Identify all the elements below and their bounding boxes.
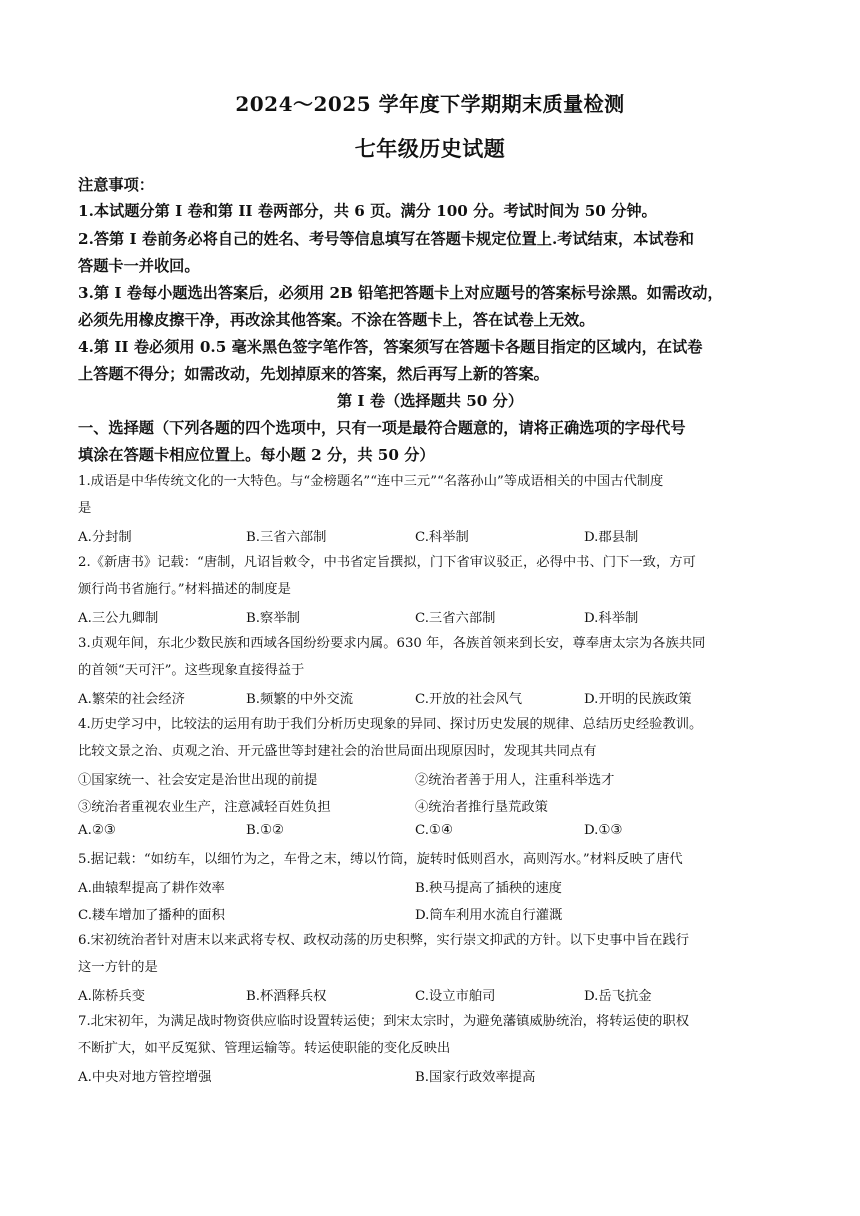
notice-line: 4.第 II 卷必须用 0.5 毫米黑色签字笔作答，答案须写在答题卡各题目指定的区域内，在试卷 bbox=[78, 338, 703, 356]
question-stem: 比较文景之治、贞观之治、开元盛世等封建社会的治世局面出现原因时，发现其共同点有 bbox=[78, 744, 597, 759]
option-c: C.①④ bbox=[415, 823, 453, 838]
option-row bbox=[78, 1066, 788, 1086]
option-b: B.察举制 bbox=[246, 611, 300, 626]
option-row bbox=[78, 904, 788, 924]
option-d: D.开明的民族政策 bbox=[584, 692, 692, 707]
option-row bbox=[78, 688, 788, 708]
option-c: C.设立市舶司 bbox=[415, 989, 496, 1004]
option-row bbox=[78, 607, 788, 627]
section-instruction: 一、选择题（下列各题的四个选项中，只有一项是最符合题意的，请将正确选项的字母代号 bbox=[78, 419, 686, 437]
option-a: A.②③ bbox=[78, 823, 116, 838]
exam-title: 2024～2025 学年度下学期期末质量检测 bbox=[235, 92, 625, 116]
option-d: D.科举制 bbox=[584, 611, 639, 626]
option-d: D.筒车利用水流自行灌溉 bbox=[415, 908, 563, 923]
option-a: A.繁荣的社会经济 bbox=[78, 692, 185, 707]
section-instruction: 填涂在答题卡相应位置上。每小题 2 分，共 50 分） bbox=[78, 446, 435, 464]
option-b: B.频繁的中外交流 bbox=[246, 692, 354, 707]
option-d: D.①③ bbox=[584, 823, 623, 838]
question-stem: 不断扩大，如平反冤狱、管理运输等。转运使职能的变化反映出 bbox=[78, 1041, 451, 1056]
option-c: C.耧车增加了播种的面积 bbox=[78, 908, 225, 923]
question-stem: 1.成语是中华传统文化的一大特色。与“金榜题名”“连中三元”“名落孙山”等成语相关的中国古代制度 bbox=[78, 474, 664, 489]
exam-subtitle: 七年级历史试题 bbox=[354, 136, 506, 161]
notice-line: 上答题不得分；如需改动，先划掉原来的答案，然后再写上新的答案。 bbox=[78, 365, 549, 383]
question-stem: 7.北宋初年，为满足战时物资供应临时设置转运使；到宋太宗时，为避免藩镇威胁统治，将转运使的职权 bbox=[78, 1014, 690, 1029]
option-c: C.科举制 bbox=[415, 530, 469, 545]
statement-row bbox=[78, 796, 788, 816]
option-b: B.杯酒释兵权 bbox=[246, 989, 327, 1004]
option-row bbox=[78, 526, 788, 546]
question-stem: 颁行尚书省施行。”材料描述的制度是 bbox=[78, 582, 291, 597]
option-row bbox=[78, 985, 788, 1005]
statement-item: ④统治者推行垦荒政策 bbox=[415, 800, 548, 815]
section-title: 第 I 卷（选择题共 50 分） bbox=[336, 392, 524, 410]
option-d: D.郡县制 bbox=[584, 530, 639, 545]
option-a: A.中央对地方管控增强 bbox=[78, 1070, 212, 1085]
question-stem: 是 bbox=[78, 501, 92, 516]
notice-line: 答题卡一并收回。 bbox=[78, 257, 200, 275]
option-b: B.三省六部制 bbox=[246, 530, 327, 545]
statement-row bbox=[78, 769, 788, 789]
option-b: B.秧马提高了插秧的速度 bbox=[415, 881, 562, 896]
question-stem: 的首领“天可汗”。这些现象直接得益于 bbox=[78, 663, 305, 678]
notice-heading: 注意事项： bbox=[78, 176, 154, 194]
notice-line: 1.本试题分第 I 卷和第 II 卷两部分，共 6 页。满分 100 分。考试时间为 50 分钟。 bbox=[78, 202, 657, 220]
option-a: A.三公九卿制 bbox=[78, 611, 159, 626]
question-stem: 4.历史学习中，比较法的运用有助于我们分析历史现象的异同、探讨历史发展的规律、总结历史经验教训。 bbox=[78, 717, 703, 732]
option-row bbox=[78, 877, 788, 897]
question-stem: 2.《新唐书》记载：“唐制，凡诏旨敕令，中书省定旨撰拟，门下省审议驳正，必得中书、门下一致，方可 bbox=[78, 555, 696, 570]
option-row bbox=[78, 823, 788, 843]
option-d: D.岳飞抗金 bbox=[584, 989, 652, 1004]
option-c: C.开放的社会风气 bbox=[415, 692, 523, 707]
notice-line: 必须先用橡皮擦干净，再改涂其他答案。不涂在答题卡上，答在试卷上无效。 bbox=[78, 311, 595, 329]
question-stem: 这一方针的是 bbox=[78, 960, 158, 975]
notice-line: 3.第 I 卷每小题选出答案后，必须用 2B 铅笔把答题卡上对应题号的答案标号涂黑。如需改动， bbox=[78, 284, 723, 302]
option-a: A.陈桥兵变 bbox=[78, 989, 146, 1004]
question-stem: 3.贞观年间，东北少数民族和西域各国纷纷要求内属。630 年，各族首领来到长安，尊奉唐太宗为各族共同 bbox=[78, 636, 706, 651]
question-stem: 6.宋初统治者针对唐末以来武将专权、政权动荡的历史积弊，实行崇文抑武的方针。以下史事中旨在践行 bbox=[78, 933, 690, 948]
statement-item: ②统治者善于用人，注重科举选才 bbox=[415, 773, 615, 788]
option-b: B.①② bbox=[246, 823, 284, 838]
option-a: A.曲辕犁提高了耕作效率 bbox=[78, 881, 225, 896]
option-b: B.国家行政效率提高 bbox=[415, 1070, 536, 1085]
notice-line: 2.答第 I 卷前务必将自己的姓名、考号等信息填写在答题卡规定位置上.考试结束，本试卷和 bbox=[78, 230, 694, 248]
statement-item: ③统治者重视农业生产，注意减轻百姓负担 bbox=[78, 800, 331, 815]
option-c: C.三省六部制 bbox=[415, 611, 496, 626]
statement-item: ①国家统一、社会安定是治世出现的前提 bbox=[78, 773, 318, 788]
option-a: A.分封制 bbox=[78, 530, 132, 545]
question-stem: 5.据记载：“如纺车，以细竹为之，车骨之末，缚以竹筒，旋转时低则舀水，高则泻水。”材料反映了唐代 bbox=[78, 852, 683, 867]
